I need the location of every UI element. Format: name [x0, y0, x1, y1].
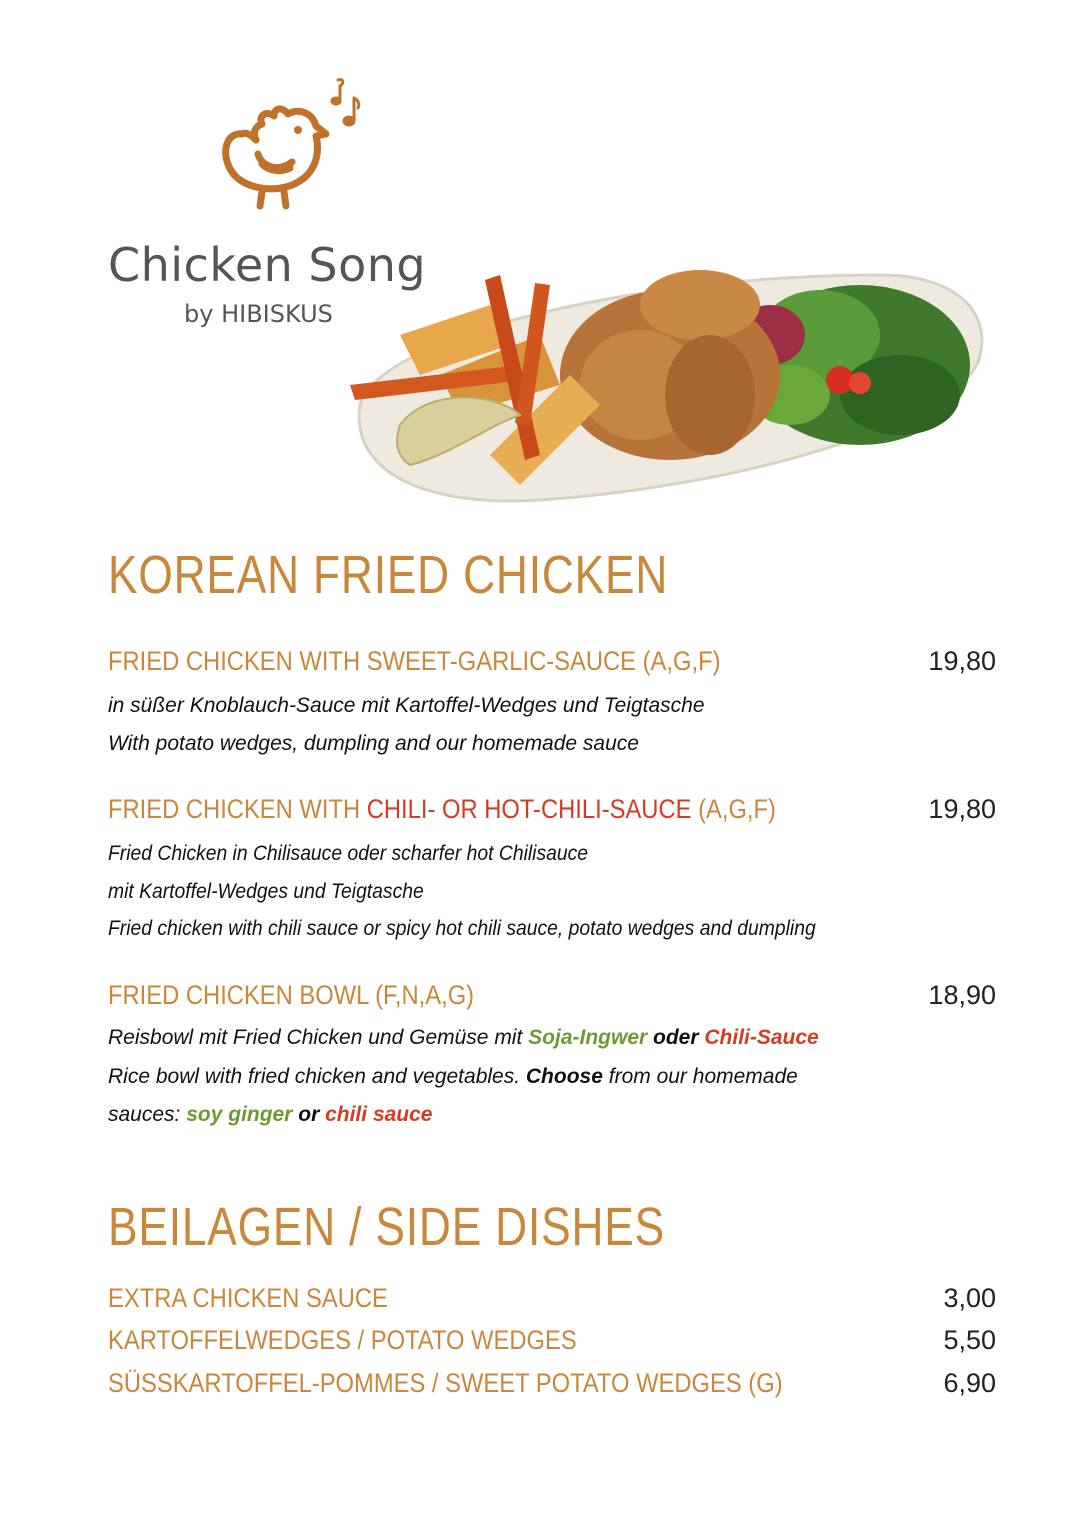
description-text: Reisbowl mit Fried Chicken und Gemüse mit — [108, 1026, 529, 1049]
menu-item-description-en — [108, 1065, 798, 1089]
singing-chicken-icon — [212, 74, 362, 214]
menu-item-name: FRIED CHICKEN WITH SWEET-GARLIC-SAUCE (A,G,F) — [108, 646, 721, 676]
description-text: from our homemade — [602, 1065, 798, 1088]
side-dish-price: 6,90 — [943, 1368, 996, 1398]
menu-item-price: 18,90 — [928, 980, 996, 1010]
section-title-side-dishes: BEILAGEN / SIDE DISHES — [108, 1197, 665, 1257]
side-dish-name: SÜSSKARTOFFEL-POMMES / SWEET POTATO WEDGES (G) — [108, 1368, 783, 1398]
menu-item-price: 19,80 — [928, 646, 996, 676]
description-emphasis: Choose — [525, 1065, 603, 1088]
menu-item-name — [108, 794, 776, 825]
sauce-option-soy-ginger: soy ginger — [186, 1103, 293, 1126]
menu-item-description-en: With potato wedges, dumpling and our homemade sauce — [108, 732, 639, 755]
menu-item-description-de: in süßer Knoblauch-Sauce mit Kartoffel-Wedges und Teigtasche — [108, 694, 705, 717]
description-text: or — [292, 1103, 326, 1126]
side-dish-price: 3,00 — [943, 1283, 996, 1313]
menu-item-name-allergens: (A,G,F) — [691, 794, 776, 824]
menu-item-name-part: FRIED CHICKEN WITH — [108, 794, 367, 824]
description-text: Rice bowl with fried chicken and vegetables. — [108, 1065, 526, 1088]
menu-item-price: 19,80 — [928, 794, 996, 824]
brand-subtitle: by HIBISKUS — [184, 300, 333, 328]
menu-item-description-en — [108, 1103, 432, 1127]
description-text: sauces: — [108, 1103, 187, 1126]
menu-item-name: FRIED CHICKEN BOWL (F,N,A,G) — [108, 980, 475, 1010]
description-text: oder — [647, 1026, 705, 1049]
menu-item-description-line: mit Kartoffel-Wedges und Teigtasche — [108, 880, 424, 903]
side-dish-name: EXTRA CHICKEN SAUCE — [108, 1283, 388, 1313]
fried-chicken-plate-image — [340, 255, 990, 515]
section-title-korean-fried-chicken: KOREAN FRIED CHICKEN — [108, 545, 669, 605]
menu-item-name-highlight: CHILI- OR HOT-CHILI-SAUCE — [366, 794, 692, 824]
brand-name: Chicken Song — [108, 238, 427, 292]
menu-item-description-line: Fried chicken with chili sauce or spicy hot chili sauce, potato wedges and dumpling — [108, 917, 816, 940]
side-dish-name: KARTOFFELWEDGES / POTATO WEDGES — [108, 1325, 577, 1355]
sauce-option-soy-ginger: Soja-Ingwer — [528, 1026, 648, 1049]
menu-item-description-de — [108, 1026, 819, 1050]
side-dish-price: 5,50 — [943, 1325, 996, 1355]
menu-item-description-line: Fried Chicken in Chilisauce oder scharfer hot Chilisauce — [108, 842, 589, 865]
sauce-option-chili: chili sauce — [325, 1103, 433, 1126]
sauce-option-chili: Chili-Sauce — [704, 1026, 819, 1049]
